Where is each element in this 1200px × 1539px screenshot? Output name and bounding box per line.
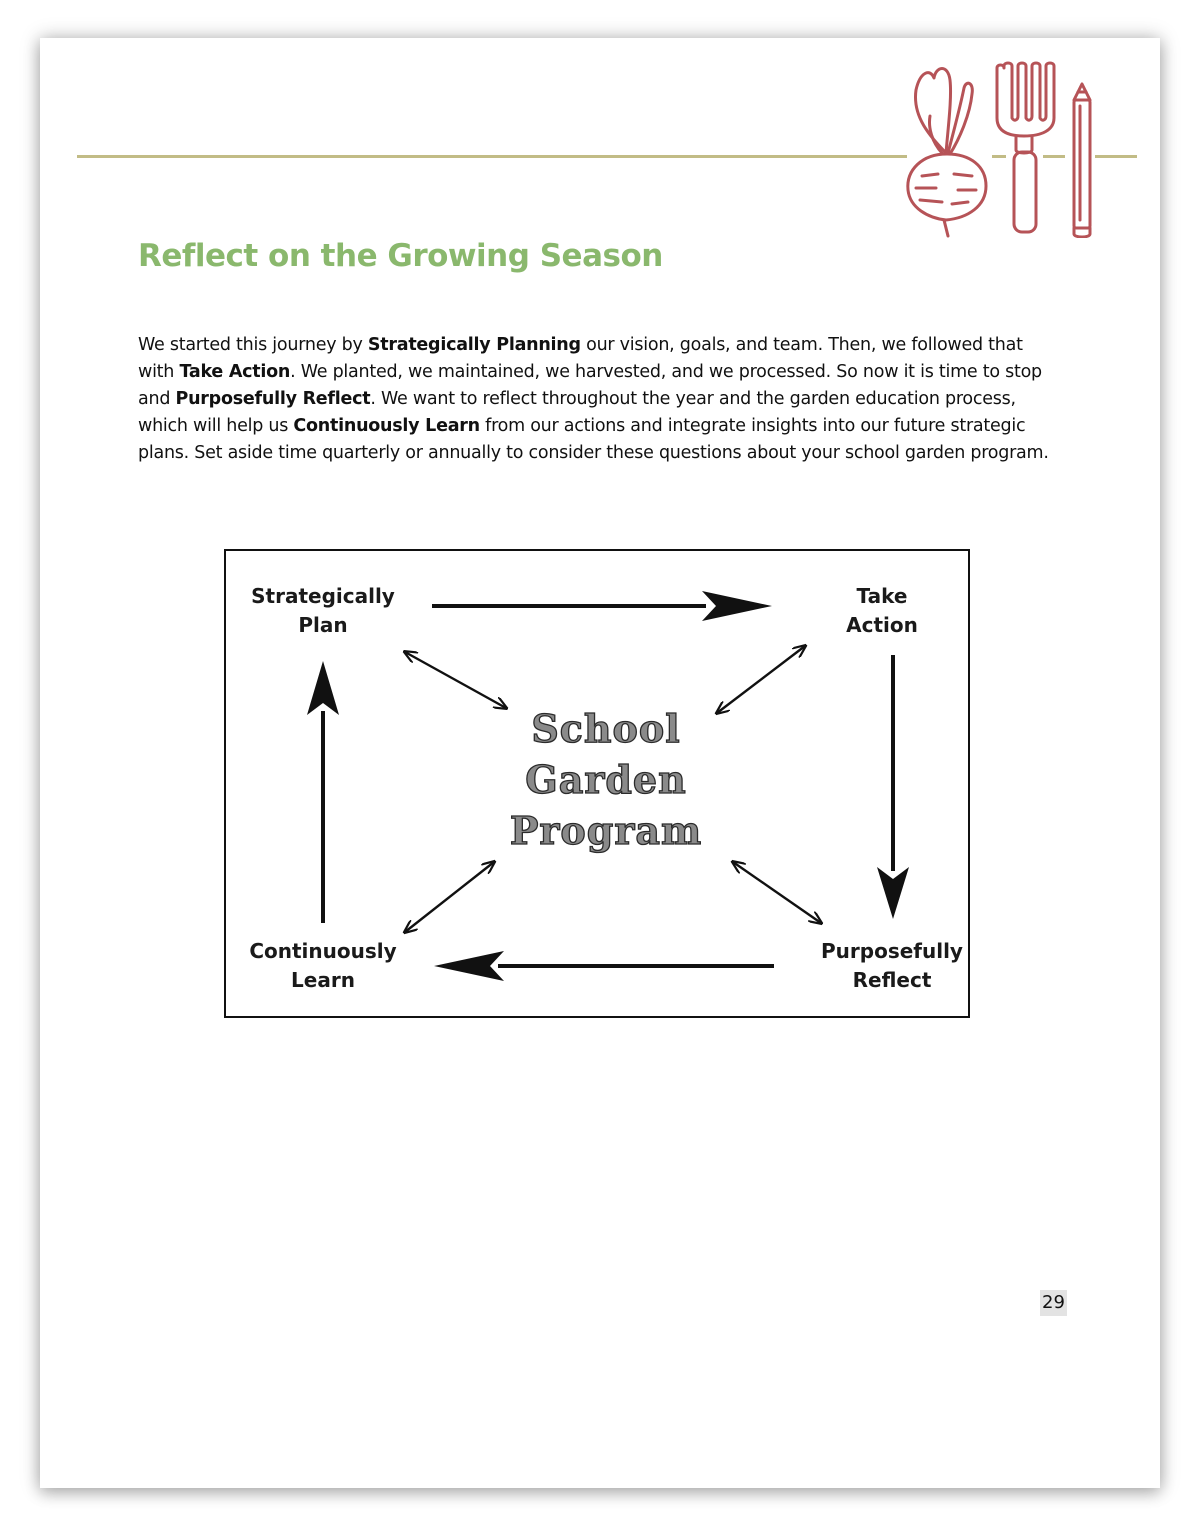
center-label-line: Program — [509, 808, 703, 853]
center-label-line: School — [531, 706, 681, 751]
double-arrow-plan-center — [405, 652, 506, 708]
arrow-learn-to-plan — [307, 661, 339, 923]
bold-phrase: Purposefully Reflect — [175, 389, 371, 409]
arrow-reflect-to-learn — [434, 951, 774, 981]
page-title: Reflect on the Growing Season — [138, 238, 663, 274]
center-school-garden-program — [456, 703, 756, 856]
double-arrow-learn-center — [405, 862, 494, 932]
header-rule — [77, 155, 907, 158]
double-arrow-reflect-center — [733, 862, 821, 923]
intro-text: our vision, goals, and team. Then, we followed that with — [138, 335, 1023, 382]
document-page — [40, 38, 1160, 1488]
garden-fork-icon — [997, 63, 1054, 232]
node-strategically-plan — [238, 582, 408, 640]
node-purposefully-reflect — [807, 937, 977, 995]
intro-paragraph — [138, 332, 1053, 467]
bold-phrase: Strategically Planning — [367, 335, 581, 355]
node-label: Plan — [298, 613, 348, 637]
intro-text: . We want to reflect throughout the year and the garden education process, which will help us — [138, 389, 1016, 436]
intro-text: We started this journey by — [138, 335, 368, 355]
node-label: Learn — [291, 968, 355, 992]
node-label: Action — [846, 613, 918, 637]
node-label: Reflect — [852, 968, 932, 992]
node-label: Continuously — [249, 939, 397, 963]
node-label: Take — [856, 584, 908, 608]
arrow-plan-to-action — [432, 591, 772, 621]
node-label: Strategically — [251, 584, 395, 608]
intro-text: . We planted, we maintained, we harvested, and we processed. So now it is time to stop and — [138, 362, 1042, 409]
node-take-action — [797, 582, 967, 640]
center-label-line: Garden — [525, 757, 687, 802]
intro-text: from our actions and integrate insights into our future strategic plans. Set aside time quarterly or annually to consider these questions about your school garden program. — [138, 416, 1049, 463]
bold-phrase: Continuously Learn — [293, 416, 480, 436]
page-number: 29 — [1040, 1290, 1067, 1316]
arrow-action-to-reflect — [877, 655, 909, 919]
node-continuously-learn — [238, 937, 408, 995]
header-illustration — [902, 58, 1102, 238]
beet-icon — [908, 69, 986, 237]
cycle-diagram — [224, 549, 970, 1018]
node-label: Purposefully — [821, 939, 963, 963]
bold-phrase: Take Action — [179, 362, 291, 382]
pencil-icon — [1074, 84, 1090, 237]
